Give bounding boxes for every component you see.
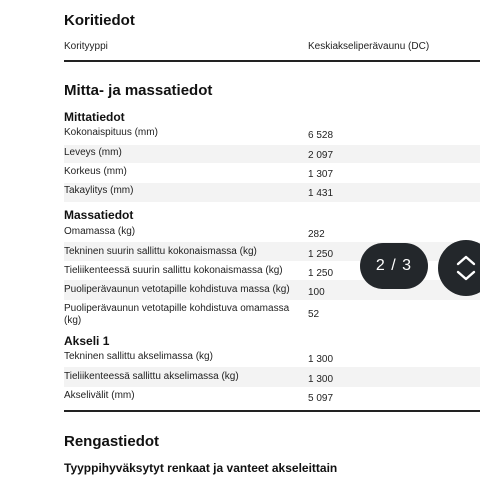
mass-row-own [64, 223, 480, 242]
measure-value: 2 097 [308, 150, 334, 161]
measure-value: 1 307 [308, 169, 334, 180]
measure-row-width [64, 145, 480, 163]
masses-subtitle: Massatiedot [64, 208, 134, 222]
section-divider [64, 60, 480, 62]
tyre-section-title: Rengastiedot [64, 433, 160, 450]
mass-value: 1 250 [308, 249, 334, 260]
mass-label: Omamassa (kg) [64, 226, 136, 237]
body-type-row [64, 41, 480, 57]
axle-row-road [64, 367, 480, 387]
mass-value: 282 [308, 229, 325, 240]
axle-value: 5 097 [308, 393, 334, 404]
tyre-section-subtitle: Tyyppihyväksytyt renkaat ja vanteet akseleittain [64, 461, 338, 475]
axle1-subtitle: Akseli 1 [64, 334, 110, 348]
axle-row-wheelbase [64, 387, 480, 406]
mass-row-kingpin-own [64, 300, 480, 330]
section-divider [64, 410, 480, 412]
mass-value: 100 [308, 287, 325, 298]
measure-row-height [64, 164, 480, 182]
body-type-label: Korityyppi [64, 41, 108, 52]
axle-label: Tieliikenteessä sallittu akselimassa (kg) [64, 371, 239, 382]
measure-value: 1 431 [308, 188, 334, 199]
axle-label: Tekninen sallittu akselimassa (kg) [64, 351, 213, 362]
measure-label: Korkeus (mm) [64, 166, 127, 177]
measure-label: Kokonaispituus (mm) [64, 127, 158, 138]
chevron-up-down-icon [454, 253, 478, 283]
measures-subtitle: Mittatiedot [64, 110, 125, 124]
image-pager-indicator[interactable]: 2 / 3 [360, 243, 428, 289]
body-section-title: Koritiedot [64, 12, 135, 29]
measure-row-overhang [64, 183, 480, 202]
axle-row-technical [64, 348, 480, 367]
axle-label: Akselivälit (mm) [64, 390, 135, 401]
mass-label: Tieliikenteessä suurin sallittu kokonaismassa (kg) [64, 265, 283, 276]
mass-label: Puoliperävaunun vetotapille kohdistuva massa (kg) [64, 284, 290, 295]
mass-label: Puoliperävaunun vetotapille kohdistuva omamassa (kg) [64, 303, 290, 326]
axle-value: 1 300 [308, 374, 334, 385]
axle-value: 1 300 [308, 354, 334, 365]
dimensions-section-title: Mitta- ja massatiedot [64, 82, 213, 99]
mass-label: Tekninen suurin sallittu kokonaismassa (kg) [64, 246, 257, 257]
body-type-value: Keskiakseliperävaunu (DC) [308, 41, 430, 52]
measure-row-length [64, 126, 480, 144]
measure-label: Leveys (mm) [64, 147, 122, 158]
measure-label: Takaylitys (mm) [64, 185, 134, 196]
mass-value: 52 [308, 309, 320, 320]
measure-value: 6 528 [308, 130, 334, 141]
mass-value: 1 250 [308, 268, 334, 279]
